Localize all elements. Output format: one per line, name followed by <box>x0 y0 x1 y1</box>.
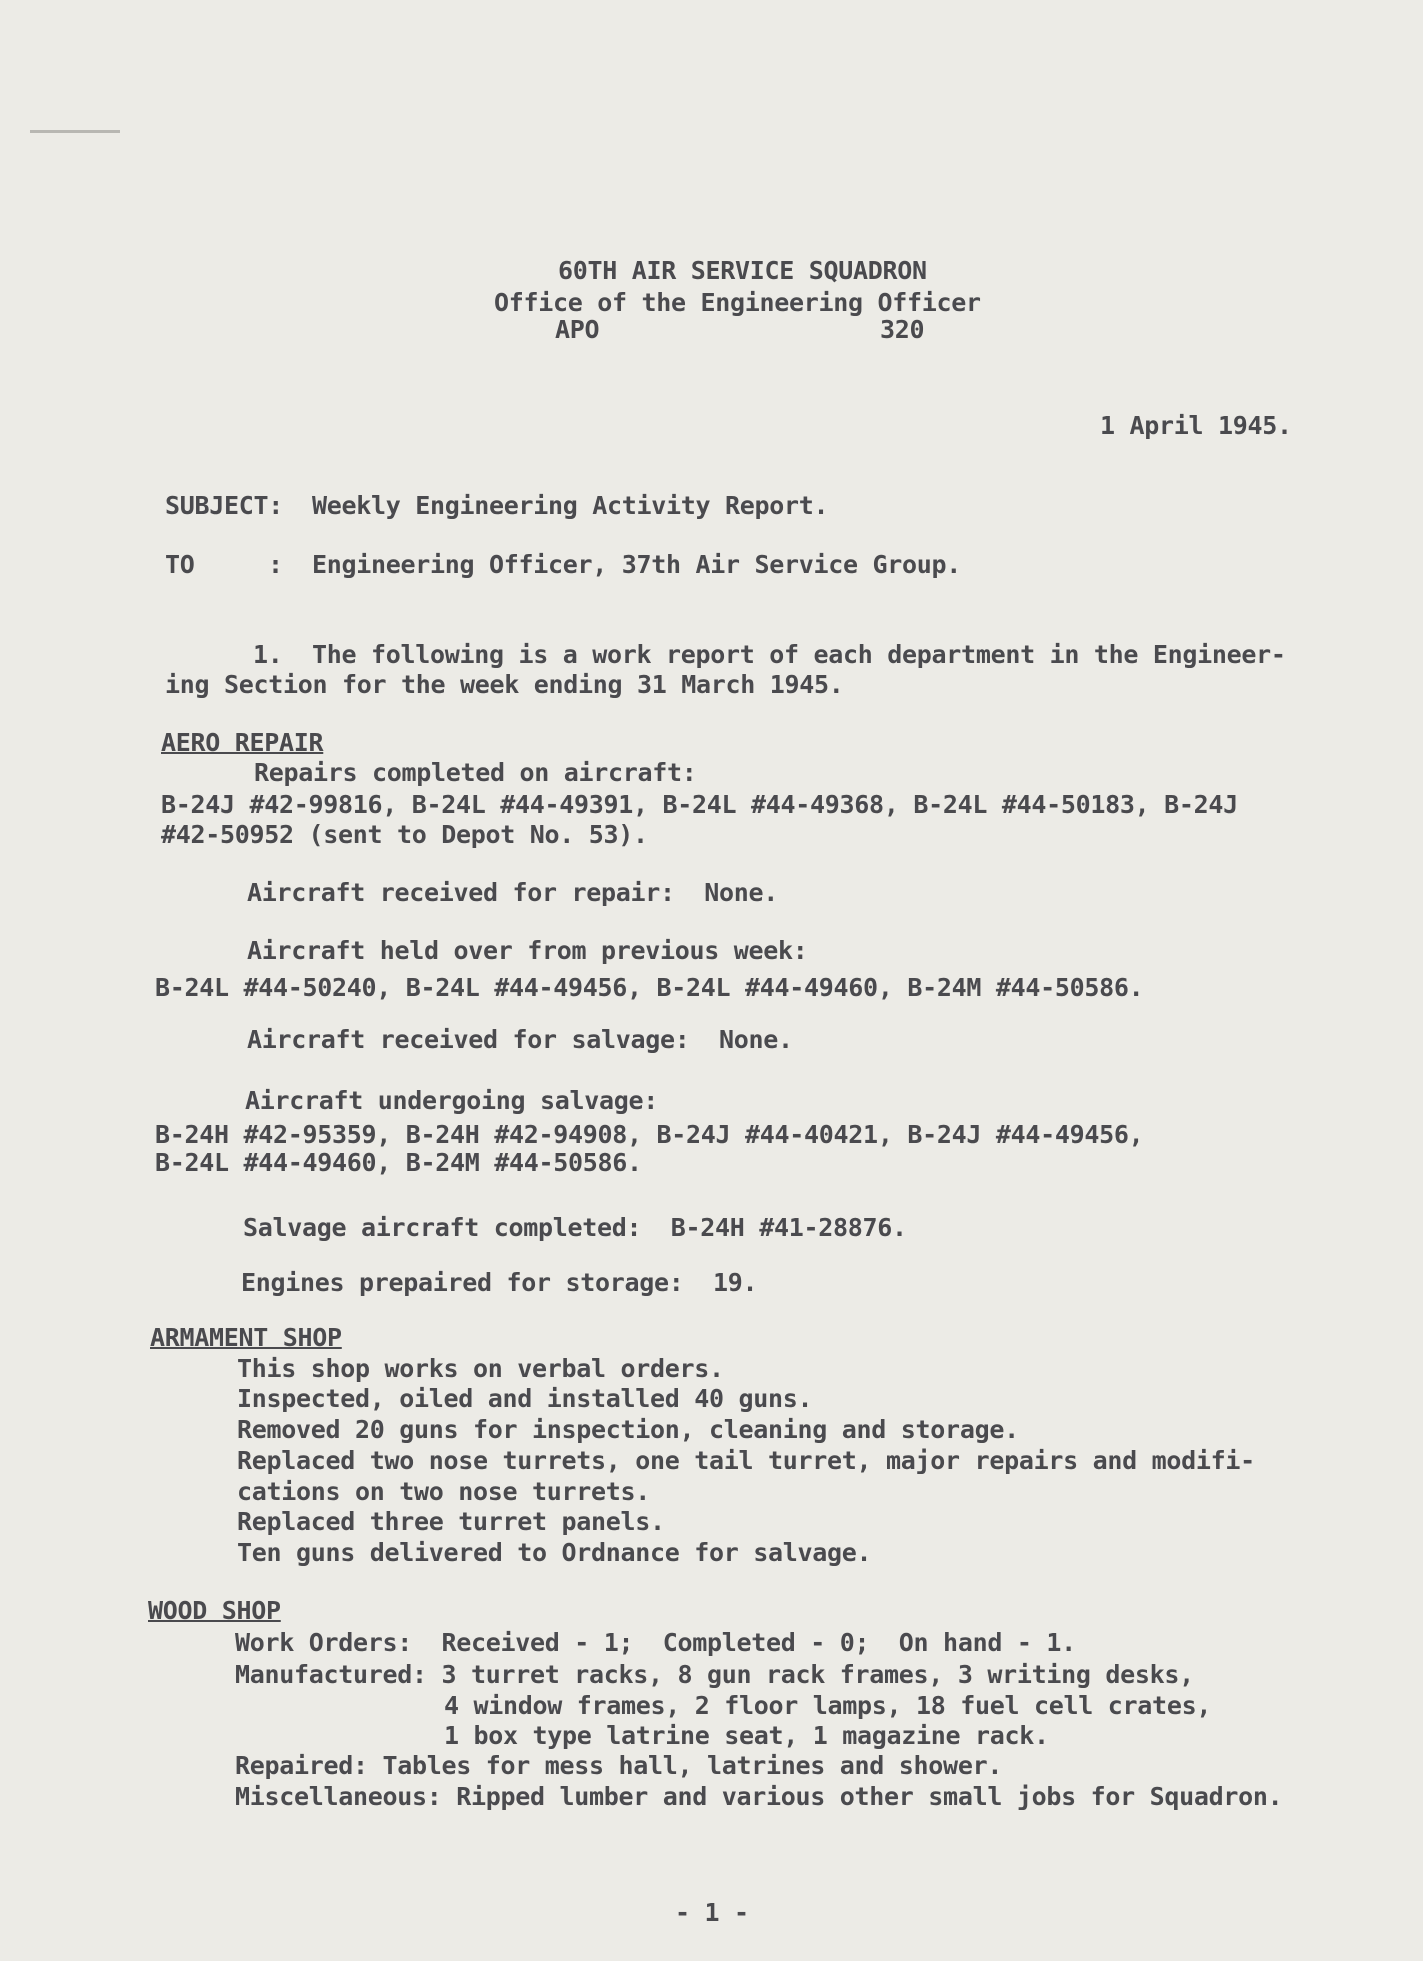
undergoing-salvage-list: B-24H #42-95359, B-24H #42-94908, B-24J #44-40421, B-24J #44-49456, <box>155 1120 1144 1149</box>
salvage-completed: Salvage aircraft completed: B-24H #41-28876. <box>243 1213 907 1242</box>
to-label: TO <box>165 550 195 579</box>
repairs-completed-list: #42-50952 (sent to Depot No. 53). <box>161 820 648 849</box>
manufactured-items: 4 window frames, 2 floor lamps, 18 fuel cell crates, <box>444 1691 1212 1720</box>
engines-prepared: Engines prepaired for storage: 19. <box>241 1268 758 1297</box>
armament-line: This shop works on verbal orders. <box>237 1354 724 1383</box>
undergoing-salvage-label: Aircraft undergoing salvage: <box>245 1086 659 1115</box>
to-text: Engineering Officer, 37th Air Service Group. <box>312 550 962 579</box>
office-name: Office of the Engineering Officer <box>494 288 981 317</box>
intro-line: 1. The following is a work report of each department in the Engineer- <box>253 640 1286 669</box>
received-salvage: Aircraft received for salvage: None. <box>247 1025 793 1054</box>
aero-repair-heading: AERO REPAIR <box>161 728 324 757</box>
subject-text: Weekly Engineering Activity Report. <box>312 491 829 520</box>
repairs-completed-list: B-24J #42-99816, B-24L #44-49391, B-24L #44-49368, B-24L #44-50183, B-24J <box>161 790 1238 819</box>
manufactured-items: 1 box type latrine seat, 1 magazine rack. <box>444 1721 1049 1750</box>
wood-shop-heading: WOOD SHOP <box>148 1596 281 1625</box>
armament-line: Replaced two nose turrets, one tail turret, major repairs and modifi- <box>237 1446 1255 1475</box>
subject-label: SUBJECT: <box>165 491 284 520</box>
stray-mark <box>30 130 120 133</box>
armament-shop-heading: ARMAMENT SHOP <box>150 1323 342 1352</box>
aircraft-received-repair: Aircraft received for repair: None. <box>247 878 779 907</box>
armament-line: Replaced three turret panels. <box>237 1507 665 1536</box>
repairs-completed-label: Repairs completed on aircraft: <box>254 758 697 787</box>
repaired-items: Repaired: Tables for mess hall, latrines and shower. <box>235 1751 1003 1780</box>
armament-line: Removed 20 guns for inspection, cleaning and storage. <box>237 1415 1019 1444</box>
armament-line: cations on two nose turrets. <box>237 1477 651 1506</box>
undergoing-salvage-list: B-24L #44-49460, B-24M #44-50586. <box>155 1148 642 1177</box>
page-number: - 1 - <box>675 1898 749 1927</box>
work-orders: Work Orders: Received - 1; Completed - 0; On hand - 1. <box>235 1628 1076 1657</box>
held-over-label: Aircraft held over from previous week: <box>247 936 808 965</box>
to-colon: : <box>268 550 283 579</box>
apo-label: APO <box>555 315 600 344</box>
manufactured-items: Manufactured: 3 turret racks, 8 gun rack frames, 3 writing desks, <box>235 1660 1194 1689</box>
armament-line: Inspected, oiled and installed 40 guns. <box>237 1384 813 1413</box>
armament-line: Ten guns delivered to Ordnance for salvage. <box>237 1538 872 1567</box>
report-date: 1 April 1945. <box>1100 411 1292 440</box>
apo-number: 320 <box>880 315 925 344</box>
intro-line: ing Section for the week ending 31 March 1945. <box>165 670 844 699</box>
held-over-list: B-24L #44-50240, B-24L #44-49456, B-24L #44-49460, B-24M #44-50586. <box>155 973 1144 1002</box>
unit-name: 60TH AIR SERVICE SQUADRON <box>558 256 927 285</box>
miscellaneous-items: Miscellaneous: Ripped lumber and various other small jobs for Squadron. <box>235 1782 1283 1811</box>
